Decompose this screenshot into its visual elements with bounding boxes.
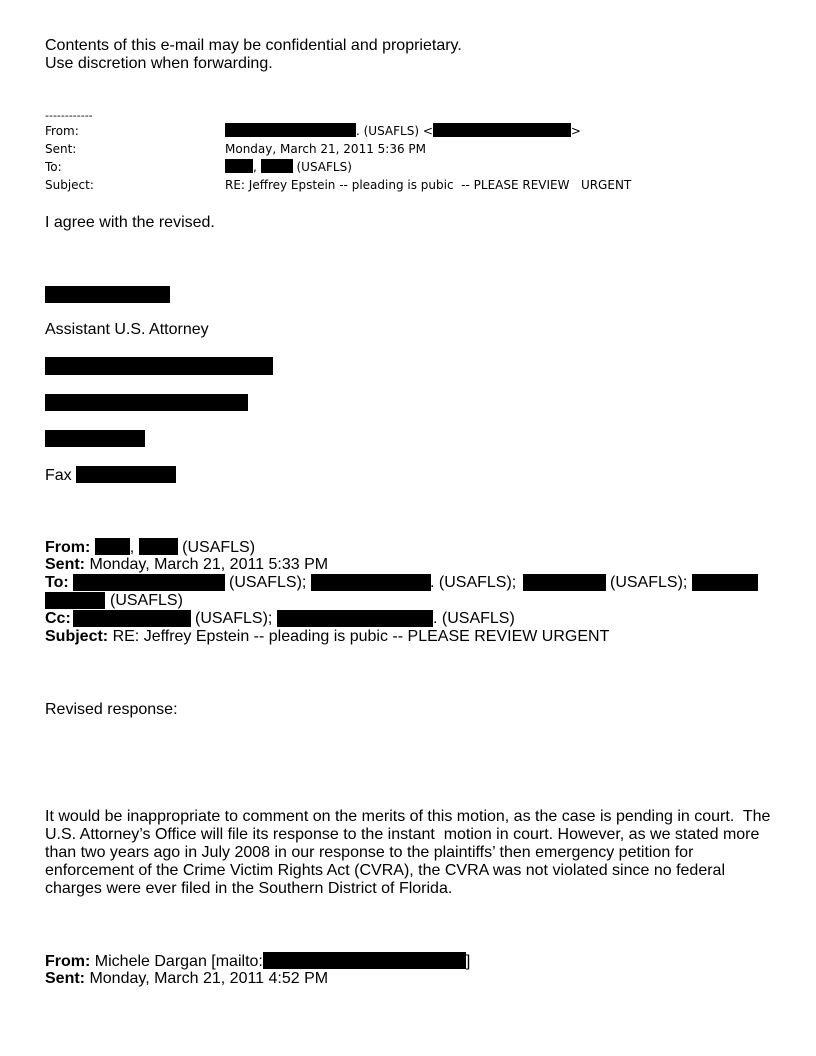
redaction-block (225, 123, 356, 137)
email3-from-line (45, 952, 470, 971)
email2-to-label: To: (45, 574, 69, 591)
email2-sent-value: Monday, March 21, 2011 5:33 PM (89, 556, 329, 573)
email1-to-end: (USAFLS) (296, 160, 352, 174)
email3-from-label: From: (45, 953, 91, 970)
redaction-block (76, 466, 176, 483)
separator-line: ------------ (45, 109, 93, 122)
email2-to-line (45, 574, 69, 592)
email2-subject-label: Subject: (45, 628, 109, 645)
email1-subject-value: RE: Jeffrey Epstein -- pleading is pubic -- PLEASE REVIEW URGENT (225, 178, 632, 192)
email3-sent-label: Sent: (45, 970, 85, 987)
email1-sent-label: Sent: (45, 142, 77, 156)
redaction-block (311, 574, 431, 591)
email2-to-part1: (USAFLS); (229, 574, 307, 591)
notice-line-1: Contents of this e-mail may be confidential and proprietary. (45, 37, 462, 54)
email2-cc-part1: (USAFLS); (195, 610, 273, 627)
redaction-block (692, 574, 758, 591)
email2-from-line (45, 538, 255, 557)
email2-from-sep: , (129, 539, 135, 556)
email2-cc-label: Cc: (45, 610, 71, 627)
redaction-block (225, 159, 253, 173)
redaction-block (73, 574, 225, 591)
email1-body: I agree with the revised. (45, 214, 215, 231)
redaction-block (95, 538, 130, 555)
email2-from-end: (USAFLS) (182, 539, 256, 556)
response-paragraph: It would be inappropriate to comment on the merits of this motion, as the case is pending in court. The U.S. Attorney’s Office will file its response to the instant motion in court. However, as we stated more than two years ago in July 2008 in our response to the plaintiffs’ then emergency petition for enforcement of the Crime Victim Rights Act (CVRA), the CVRA was not violated since no federal charges were ever filed in the Southern District of Florida. (45, 808, 775, 897)
email1-to-value (225, 158, 352, 176)
email3-from-value: Michele Dargan [mailto: (94, 953, 263, 970)
redaction-block (45, 394, 248, 411)
redaction-block (45, 286, 170, 303)
email2-to-part2: . (USAFLS); (430, 574, 517, 591)
redaction-block (45, 357, 273, 375)
confidentiality-notice (45, 37, 462, 73)
email1-from-mid: . (USAFLS) < (356, 124, 433, 138)
redaction-block (45, 430, 145, 447)
notice-line-2: Use discretion when forwarding. (45, 55, 273, 72)
redaction-block (73, 610, 191, 627)
signature-title: Assistant U.S. Attorney (45, 321, 209, 338)
email2-from-label: From: (45, 539, 91, 556)
redaction-block (45, 592, 105, 609)
email1-from-value (225, 122, 581, 140)
redaction-block (433, 123, 571, 137)
email2-subject-line (45, 628, 609, 646)
email2-subject-value: RE: Jeffrey Epstein -- pleading is pubic -- PLEASE REVIEW URGENT (112, 628, 610, 645)
email2-cc-line (45, 610, 71, 628)
redaction-block (523, 574, 606, 591)
email1-subject-label: Subject: (45, 178, 94, 192)
redaction-block (261, 159, 293, 173)
email2-sent-label: Sent: (45, 556, 85, 573)
email2-sent-line (45, 556, 328, 574)
email1-to-label: To: (45, 160, 62, 174)
email3-sent-value: Monday, March 21, 2011 4:52 PM (89, 970, 329, 987)
fax-label: Fax (45, 467, 72, 484)
email1-from-label: From: (45, 124, 79, 138)
email2-to-part4: (USAFLS) (110, 592, 183, 609)
redaction-block (139, 538, 178, 555)
redaction-block (263, 952, 466, 969)
email3-from-end: ] (465, 953, 471, 970)
email2-cc-part2: . (USAFLS) (433, 610, 515, 627)
email3-sent-line (45, 970, 328, 988)
revised-response-label: Revised response: (45, 701, 178, 718)
email2-to-part3: (USAFLS); (610, 574, 688, 591)
redaction-block (277, 610, 433, 627)
email1-sent-value: Monday, March 21, 2011 5:36 PM (225, 142, 426, 156)
email1-to-sep: , (253, 160, 257, 174)
email1-from-end: > (570, 124, 581, 138)
signature-fax (45, 466, 176, 485)
